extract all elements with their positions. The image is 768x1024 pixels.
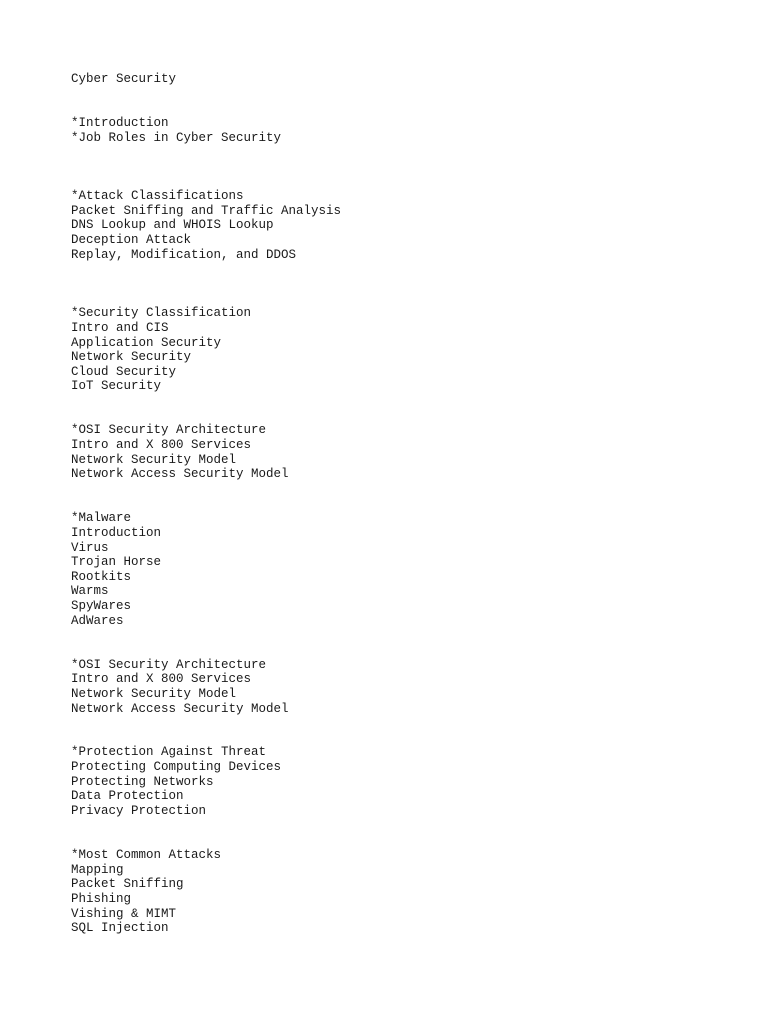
blank-line (71, 101, 341, 116)
blank-line (71, 833, 341, 848)
section-item: Virus (71, 540, 109, 555)
section-item: Network Security (71, 350, 192, 365)
section-heading: *Introduction (71, 115, 169, 130)
section-heading: *Security Classification (71, 306, 252, 321)
section-item: Intro and CIS (71, 320, 169, 335)
section-item: Protecting Networks (71, 774, 214, 789)
section-heading: *Most Common Attacks (71, 847, 222, 862)
section-item: Network Access Security Model (71, 701, 289, 716)
section-item: Intro and X 800 Services (71, 672, 252, 687)
section-item: Packet Sniffing and Traffic Analysis (71, 203, 342, 218)
blank-line (71, 482, 341, 497)
blank-line (71, 643, 341, 658)
section-item: Vishing & MIMT (71, 906, 177, 921)
blank-line (71, 87, 341, 102)
section-item: Network Access Security Model (71, 467, 289, 482)
section-item: Privacy Protection (71, 804, 207, 819)
section-item: SpyWares (71, 599, 132, 614)
section-item: Warms (71, 584, 109, 599)
section-heading: *OSI Security Architecture (71, 657, 267, 672)
section-item: Network Security Model (71, 686, 237, 701)
section-item: Data Protection (71, 789, 184, 804)
section-item: Mapping (71, 862, 124, 877)
section-heading: *OSI Security Architecture (71, 423, 267, 438)
blank-line (71, 731, 341, 746)
section-item: Deception Attack (71, 233, 192, 248)
section-item: Packet Sniffing (71, 877, 184, 892)
document-text (71, 72, 341, 936)
blank-line (71, 716, 341, 731)
section-item: Introduction (71, 525, 162, 540)
blank-line (71, 262, 341, 277)
section-item: SQL Injection (71, 921, 169, 936)
section-heading: *Malware (71, 511, 132, 526)
blank-line (71, 174, 341, 189)
blank-line (71, 277, 341, 292)
section-heading: *Protection Against Threat (71, 745, 267, 760)
section-item: Network Security Model (71, 452, 237, 467)
section-item: DNS Lookup and WHOIS Lookup (71, 218, 274, 233)
section-heading: *Job Roles in Cyber Security (71, 130, 282, 145)
section-item: Cloud Security (71, 364, 177, 379)
section-item: Trojan Horse (71, 555, 162, 570)
section-item: Rootkits (71, 569, 132, 584)
blank-line (71, 409, 341, 424)
section-item: AdWares (71, 613, 124, 628)
blank-line (71, 628, 341, 643)
blank-line (71, 497, 341, 512)
blank-line (71, 394, 341, 409)
blank-line (71, 145, 341, 160)
blank-line (71, 819, 341, 834)
document-title: Cyber Security (71, 72, 177, 86)
section-item: Phishing (71, 891, 132, 906)
section-item: Replay, Modification, and DDOS (71, 247, 297, 262)
blank-line (71, 292, 341, 307)
section-heading: *Attack Classifications (71, 189, 244, 204)
blank-line (71, 160, 341, 175)
section-item: Intro and X 800 Services (71, 438, 252, 453)
section-item: IoT Security (71, 379, 162, 394)
section-item: Application Security (71, 335, 222, 350)
section-item: Protecting Computing Devices (71, 760, 282, 775)
